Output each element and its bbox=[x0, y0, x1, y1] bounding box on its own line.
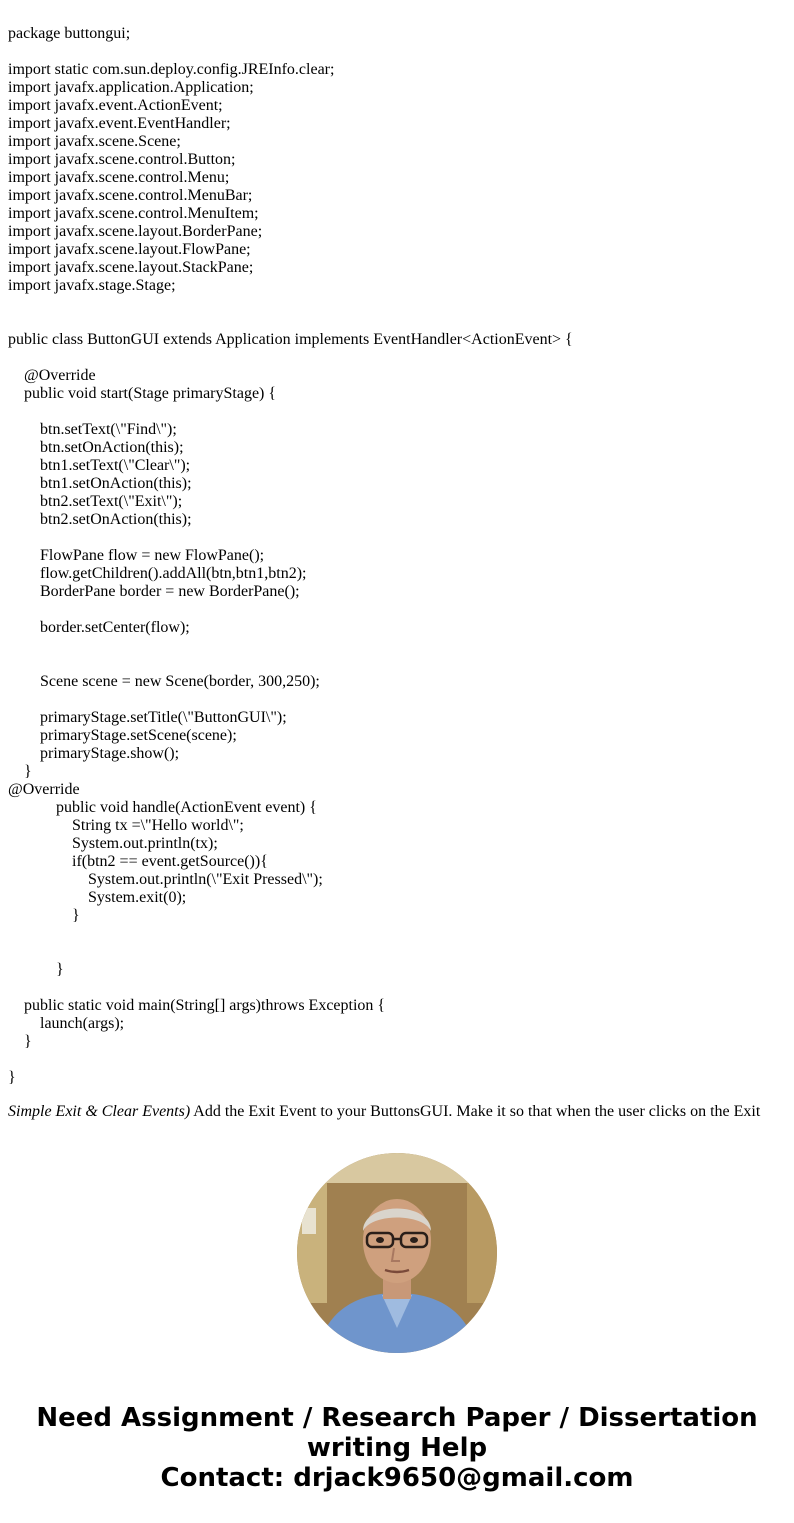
code-line: } bbox=[8, 961, 64, 978]
code-line: flow.getChildren().addAll(btn,btn1,btn2); bbox=[8, 565, 307, 582]
code-line: public void start(Stage primaryStage) { bbox=[8, 385, 277, 402]
code-line: } bbox=[8, 1033, 32, 1050]
code-line: System.out.println(tx); bbox=[8, 835, 218, 852]
code-line: public class ButtonGUI extends Application implements EventHandler<ActionEvent> { bbox=[8, 331, 573, 348]
code-line bbox=[8, 295, 573, 313]
code-line bbox=[8, 655, 573, 673]
code-line: public static void main(String[] args)throws Exception { bbox=[8, 997, 386, 1014]
code-line bbox=[8, 601, 573, 619]
code-line: import javafx.scene.layout.FlowPane; bbox=[8, 241, 251, 258]
code-line bbox=[8, 313, 573, 331]
code-line bbox=[8, 43, 573, 61]
code-line: package buttongui; bbox=[8, 25, 131, 42]
code-line: } bbox=[8, 763, 32, 780]
code-line bbox=[8, 943, 573, 961]
code-line: border.setCenter(flow); bbox=[8, 619, 190, 636]
code-line: String tx =\"Hello world\"; bbox=[8, 817, 244, 834]
code-line: import javafx.scene.control.Menu; bbox=[8, 169, 230, 186]
promo-banner bbox=[0, 1403, 794, 1493]
task-title: Simple Exit & Clear Events) bbox=[8, 1103, 191, 1120]
code-line bbox=[8, 691, 573, 709]
code-line: btn2.setOnAction(this); bbox=[8, 511, 192, 528]
code-line bbox=[8, 925, 573, 943]
code-line bbox=[8, 637, 573, 655]
code-line: } bbox=[8, 907, 80, 924]
code-line bbox=[8, 1051, 573, 1069]
code-line: BorderPane border = new BorderPane(); bbox=[8, 583, 300, 600]
author-avatar bbox=[297, 1153, 497, 1353]
code-line: Scene scene = new Scene(border, 300,250); bbox=[8, 673, 320, 690]
code-line: import javafx.event.EventHandler; bbox=[8, 115, 231, 132]
code-line: import javafx.scene.layout.StackPane; bbox=[8, 259, 254, 276]
code-line: System.out.println(\"Exit Pressed\"); bbox=[8, 871, 323, 888]
code-line: launch(args); bbox=[8, 1015, 125, 1032]
code-line bbox=[8, 979, 573, 997]
code-line: System.exit(0); bbox=[8, 889, 187, 906]
code-line: primaryStage.setScene(scene); bbox=[8, 727, 237, 744]
code-line: btn2.setText(\"Exit\"); bbox=[8, 493, 183, 510]
code-line: btn.setOnAction(this); bbox=[8, 439, 184, 456]
code-line: import javafx.scene.control.MenuItem; bbox=[8, 205, 259, 222]
task-description bbox=[8, 1103, 760, 1121]
code-line: FlowPane flow = new FlowPane(); bbox=[8, 547, 265, 564]
promo-line-2: writing Help bbox=[306, 1433, 488, 1463]
code-line: import javafx.scene.Scene; bbox=[8, 133, 181, 150]
java-code-block bbox=[8, 25, 573, 1087]
code-line bbox=[8, 349, 573, 367]
code-line: import javafx.scene.control.Button; bbox=[8, 151, 236, 168]
code-line: if(btn2 == event.getSource()){ bbox=[8, 853, 268, 870]
code-line: } bbox=[8, 1069, 16, 1086]
code-line bbox=[8, 529, 573, 547]
code-line: primaryStage.setTitle(\"ButtonGUI\"); bbox=[8, 709, 287, 726]
code-line: import javafx.stage.Stage; bbox=[8, 277, 176, 294]
code-line: btn1.setOnAction(this); bbox=[8, 475, 192, 492]
code-line: import javafx.application.Application; bbox=[8, 79, 254, 96]
promo-contact: Contact: drjack9650@gmail.com bbox=[160, 1463, 634, 1493]
code-line: @Override bbox=[8, 367, 96, 384]
code-line: primaryStage.show(); bbox=[8, 745, 180, 762]
code-line: @Override bbox=[8, 781, 80, 798]
code-line: import javafx.event.ActionEvent; bbox=[8, 97, 223, 114]
code-line: public void handle(ActionEvent event) { bbox=[8, 799, 317, 816]
promo-line-1: Need Assignment / Research Paper / Dissertation bbox=[36, 1403, 758, 1433]
code-line: import javafx.scene.layout.BorderPane; bbox=[8, 223, 263, 240]
code-line: import javafx.scene.control.MenuBar; bbox=[8, 187, 253, 204]
code-line bbox=[8, 403, 573, 421]
task-body: Add the Exit Event to your ButtonsGUI. Make it so that when the user clicks on the Exit bbox=[190, 1103, 761, 1120]
code-line: btn.setText(\"Find\"); bbox=[8, 421, 177, 438]
code-line: btn1.setText(\"Clear\"); bbox=[8, 457, 191, 474]
code-line: import static com.sun.deploy.config.JREInfo.clear; bbox=[8, 61, 335, 78]
